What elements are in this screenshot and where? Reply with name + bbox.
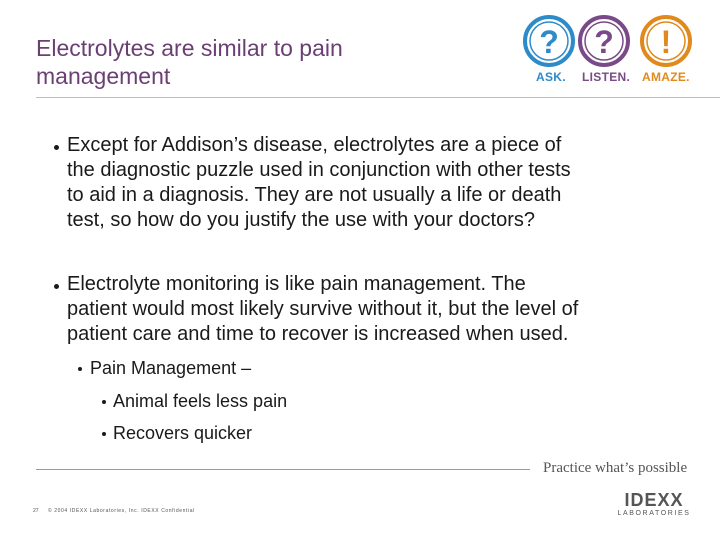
logo-word-listen: LISTEN.: [582, 70, 631, 84]
svg-text:?: ?: [539, 24, 559, 60]
bullet-dot: [54, 145, 59, 150]
bullet-1-line-4: test, so how do you justify the use with your doctors?: [67, 209, 536, 231]
bullet-2-line-2: patient would most likely survive without it, but the level of: [67, 298, 579, 320]
bullet-2-line-1: Electrolyte monitoring is like pain management. The: [67, 273, 526, 295]
copyright-notice: © 2004 IDEXX Laboratories, Inc. IDEXX Confidential: [48, 508, 195, 514]
sub-sub-bullet-dot: [102, 400, 106, 404]
bullet-dot: [54, 284, 59, 289]
title-divider: [36, 97, 720, 98]
sub-bullet-pain-management: Pain Management –: [90, 358, 252, 378]
sub-bullet-dot: [78, 367, 82, 371]
logo-word-ask: ASK.: [536, 70, 566, 84]
bullet-1-line-2: the diagnostic puzzle used in conjunction with other tests: [67, 159, 571, 181]
svg-text:!: !: [660, 24, 672, 60]
ask-listen-amaze-logo: [518, 12, 698, 92]
footer-tagline: Practice what’s possible: [543, 460, 688, 476]
exclamation-mark-icon: [642, 17, 690, 65]
question-mark-icon: [525, 17, 573, 65]
bullet-2-line-3: patient care and time to recover is increased when used.: [67, 323, 569, 345]
footer-divider: [36, 469, 530, 470]
bullet-1-line-1: Except for Addison’s disease, electrolytes are a piece of: [67, 134, 562, 156]
idexx-brand: IDEXX: [624, 490, 684, 510]
page-number: 27: [33, 508, 39, 514]
svg-text:?: ?: [594, 24, 614, 60]
sub-sub-bullet-2: Recovers quicker: [113, 423, 253, 443]
slide-title: Electrolytes are similar to pain management: [36, 35, 343, 89]
logo-icons: [518, 12, 698, 72]
idexx-brand-sub: LABORATORIES: [617, 510, 691, 517]
logo-word-amaze: AMAZE.: [642, 70, 690, 84]
sub-sub-bullet-1: Animal feels less pain: [113, 391, 288, 411]
sub-sub-bullet-dot: [102, 432, 106, 436]
bullet-1-line-3: to aid in a diagnosis. They are not usually a life or death: [67, 184, 562, 206]
question-mark-icon: [580, 17, 628, 65]
idexx-logo: [614, 490, 694, 518]
